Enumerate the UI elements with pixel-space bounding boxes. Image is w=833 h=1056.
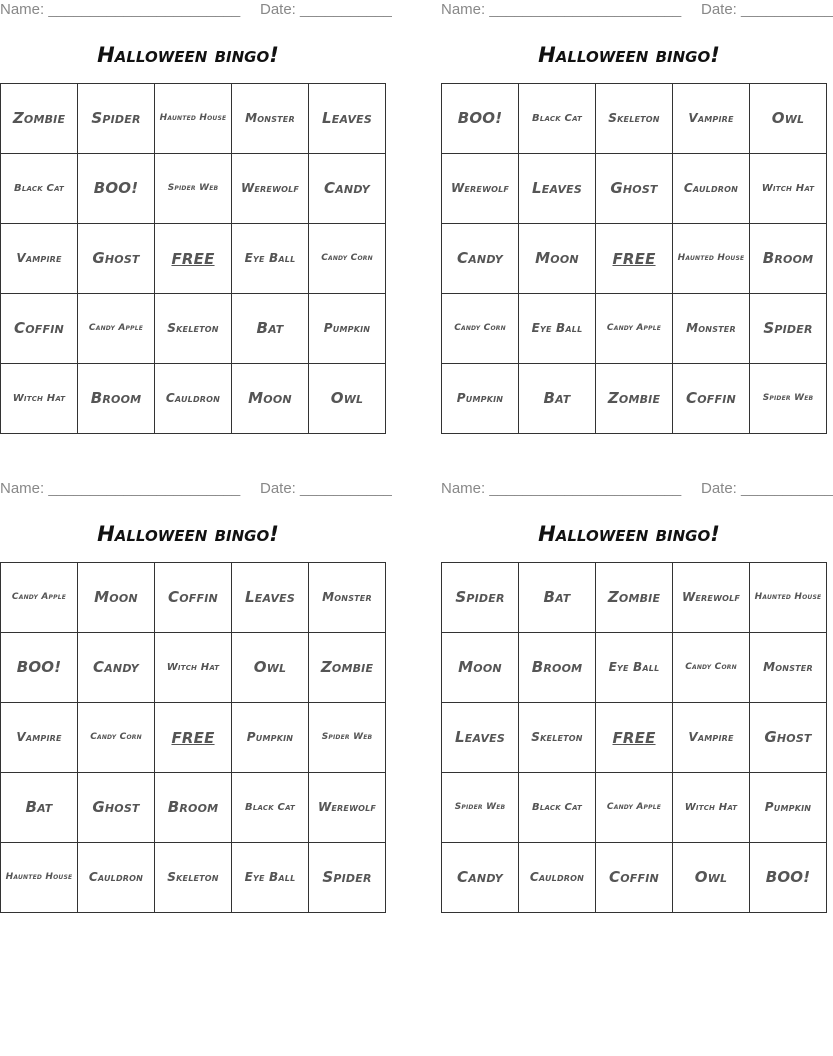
grid-row bbox=[1, 773, 386, 843]
grid-row bbox=[1, 364, 386, 434]
bingo-cell: Haunted House bbox=[1, 843, 78, 913]
free-space-label: FREE bbox=[612, 728, 656, 747]
grid-row bbox=[442, 294, 827, 364]
bingo-card-2 bbox=[441, 0, 833, 436]
bingo-cell: Ghost bbox=[78, 773, 155, 843]
bingo-grid bbox=[441, 83, 827, 434]
bingo-cell: Witch Hat bbox=[750, 154, 827, 224]
bingo-cell: Bat bbox=[519, 563, 596, 633]
date-line: Date: ___________ bbox=[260, 480, 392, 497]
bingo-cell: Monster bbox=[750, 633, 827, 703]
bingo-cell: Monster bbox=[673, 294, 750, 364]
date-line: Date: ___________ bbox=[701, 480, 833, 497]
bingo-cell: Moon bbox=[442, 633, 519, 703]
bingo-cell: Candy bbox=[309, 154, 386, 224]
bingo-cell: BOO! bbox=[1, 633, 78, 703]
bingo-cell: Haunted House bbox=[750, 563, 827, 633]
bingo-cell: Leaves bbox=[309, 84, 386, 154]
bingo-cell: Witch Hat bbox=[155, 633, 232, 703]
bingo-card-3 bbox=[0, 479, 392, 915]
bingo-cell: Vampire bbox=[673, 84, 750, 154]
bingo-cell: Vampire bbox=[1, 224, 78, 294]
bingo-cell: Broom bbox=[78, 364, 155, 434]
bingo-cell: Ghost bbox=[596, 154, 673, 224]
bingo-cell: Spider bbox=[442, 563, 519, 633]
grid-row bbox=[1, 703, 386, 773]
bingo-cell: Spider bbox=[309, 843, 386, 913]
bingo-cell: Coffin bbox=[673, 364, 750, 434]
grid-row bbox=[1, 84, 386, 154]
bingo-grid bbox=[0, 562, 386, 913]
bingo-card-4 bbox=[441, 479, 833, 915]
bingo-cell: BOO! bbox=[750, 843, 827, 913]
bingo-cell: Spider Web bbox=[750, 364, 827, 434]
grid-row bbox=[1, 843, 386, 913]
bingo-cell: Skeleton bbox=[155, 843, 232, 913]
name-line: Name: _______________________ bbox=[441, 1, 682, 18]
bingo-cell: Black Cat bbox=[519, 773, 596, 843]
bingo-cell: Owl bbox=[309, 364, 386, 434]
bingo-cell-free bbox=[155, 224, 232, 294]
bingo-cell: Cauldron bbox=[78, 843, 155, 913]
bingo-cell: Owl bbox=[232, 633, 309, 703]
bingo-cell: Candy Apple bbox=[78, 294, 155, 364]
free-space-label: FREE bbox=[171, 249, 215, 268]
free-space-label: FREE bbox=[171, 728, 215, 747]
bingo-cell: Coffin bbox=[1, 294, 78, 364]
name-line: Name: _______________________ bbox=[441, 480, 682, 497]
bingo-cell-free bbox=[155, 703, 232, 773]
bingo-cell: Cauldron bbox=[155, 364, 232, 434]
bingo-cell: Broom bbox=[155, 773, 232, 843]
grid-row bbox=[442, 703, 827, 773]
free-space-label: FREE bbox=[612, 249, 656, 268]
bingo-cell: Candy Corn bbox=[673, 633, 750, 703]
bingo-cell: Candy Apple bbox=[596, 294, 673, 364]
bingo-cell: Coffin bbox=[155, 563, 232, 633]
bingo-cell: Leaves bbox=[519, 154, 596, 224]
grid-row bbox=[442, 563, 827, 633]
bingo-cell: Eye Ball bbox=[596, 633, 673, 703]
bingo-cell: Pumpkin bbox=[750, 773, 827, 843]
bingo-cell: Skeleton bbox=[155, 294, 232, 364]
grid-row bbox=[442, 773, 827, 843]
bingo-cell: Monster bbox=[232, 84, 309, 154]
grid-row bbox=[1, 294, 386, 364]
card-title: Halloween bingo! bbox=[97, 43, 279, 67]
bingo-cell: Spider Web bbox=[442, 773, 519, 843]
bingo-cell: Candy Corn bbox=[442, 294, 519, 364]
bingo-cell: Eye Ball bbox=[232, 224, 309, 294]
bingo-cell: Moon bbox=[78, 563, 155, 633]
grid-row bbox=[1, 154, 386, 224]
bingo-grid bbox=[0, 83, 386, 434]
card-header bbox=[0, 479, 392, 499]
bingo-cell: Leaves bbox=[442, 703, 519, 773]
bingo-cell: Haunted House bbox=[155, 84, 232, 154]
grid-row bbox=[442, 154, 827, 224]
grid-row bbox=[442, 84, 827, 154]
bingo-cell: Owl bbox=[750, 84, 827, 154]
name-line: Name: _______________________ bbox=[0, 480, 241, 497]
bingo-cell: Pumpkin bbox=[232, 703, 309, 773]
bingo-cell: Bat bbox=[232, 294, 309, 364]
bingo-cell: Candy Apple bbox=[1, 563, 78, 633]
bingo-cell: Werewolf bbox=[442, 154, 519, 224]
bingo-cell: Spider bbox=[78, 84, 155, 154]
bingo-cell: Spider bbox=[750, 294, 827, 364]
bingo-card-1 bbox=[0, 0, 392, 436]
bingo-cell: Vampire bbox=[1, 703, 78, 773]
grid-row bbox=[1, 563, 386, 633]
card-title: Halloween bingo! bbox=[538, 522, 720, 546]
bingo-cell: Zombie bbox=[1, 84, 78, 154]
grid-row bbox=[442, 224, 827, 294]
grid-row bbox=[1, 633, 386, 703]
bingo-cell: Spider Web bbox=[155, 154, 232, 224]
grid-row bbox=[442, 843, 827, 913]
bingo-cell: Werewolf bbox=[232, 154, 309, 224]
bingo-cell: Pumpkin bbox=[309, 294, 386, 364]
bingo-cell: Eye Ball bbox=[519, 294, 596, 364]
bingo-cell: Werewolf bbox=[673, 563, 750, 633]
bingo-cell: Broom bbox=[519, 633, 596, 703]
bingo-cell: Eye Ball bbox=[232, 843, 309, 913]
bingo-cell: Owl bbox=[673, 843, 750, 913]
bingo-cell: Haunted House bbox=[673, 224, 750, 294]
date-line: Date: ___________ bbox=[260, 1, 392, 18]
bingo-cell: Candy bbox=[78, 633, 155, 703]
bingo-cell: Bat bbox=[1, 773, 78, 843]
bingo-cell: Candy bbox=[442, 843, 519, 913]
bingo-cell: Zombie bbox=[596, 563, 673, 633]
bingo-cell: Vampire bbox=[673, 703, 750, 773]
grid-row bbox=[442, 633, 827, 703]
card-header bbox=[441, 0, 833, 20]
bingo-cell-free bbox=[596, 224, 673, 294]
bingo-cell: Candy bbox=[442, 224, 519, 294]
bingo-cell: Witch Hat bbox=[1, 364, 78, 434]
bingo-cell: Cauldron bbox=[673, 154, 750, 224]
bingo-cell: Coffin bbox=[596, 843, 673, 913]
bingo-cell: Skeleton bbox=[519, 703, 596, 773]
bingo-cell: Zombie bbox=[309, 633, 386, 703]
bingo-cell: Zombie bbox=[596, 364, 673, 434]
card-header bbox=[441, 479, 833, 499]
bingo-cell: Candy Corn bbox=[78, 703, 155, 773]
bingo-cell: Werewolf bbox=[309, 773, 386, 843]
card-title: Halloween bingo! bbox=[97, 522, 279, 546]
bingo-cell: Black Cat bbox=[519, 84, 596, 154]
bingo-cell: Monster bbox=[309, 563, 386, 633]
bingo-cell: Skeleton bbox=[596, 84, 673, 154]
grid-row bbox=[1, 224, 386, 294]
card-header bbox=[0, 0, 392, 20]
bingo-cell: Cauldron bbox=[519, 843, 596, 913]
card-title: Halloween bingo! bbox=[538, 43, 720, 67]
grid-row bbox=[442, 364, 827, 434]
bingo-cell: Candy Apple bbox=[596, 773, 673, 843]
bingo-cell: Moon bbox=[519, 224, 596, 294]
bingo-cell: Pumpkin bbox=[442, 364, 519, 434]
bingo-cell: Moon bbox=[232, 364, 309, 434]
name-line: Name: _______________________ bbox=[0, 1, 241, 18]
bingo-cell: Leaves bbox=[232, 563, 309, 633]
bingo-cell-free bbox=[596, 703, 673, 773]
date-line: Date: ___________ bbox=[701, 1, 833, 18]
bingo-cell: Candy Corn bbox=[309, 224, 386, 294]
bingo-cell: BOO! bbox=[442, 84, 519, 154]
bingo-cell: BOO! bbox=[78, 154, 155, 224]
bingo-cell: Ghost bbox=[750, 703, 827, 773]
bingo-cell: Bat bbox=[519, 364, 596, 434]
bingo-cell: Black Cat bbox=[232, 773, 309, 843]
bingo-cell: Witch Hat bbox=[673, 773, 750, 843]
bingo-cell: Ghost bbox=[78, 224, 155, 294]
bingo-grid bbox=[441, 562, 827, 913]
bingo-cell: Spider Web bbox=[309, 703, 386, 773]
bingo-cell: Black Cat bbox=[1, 154, 78, 224]
bingo-cell: Broom bbox=[750, 224, 827, 294]
